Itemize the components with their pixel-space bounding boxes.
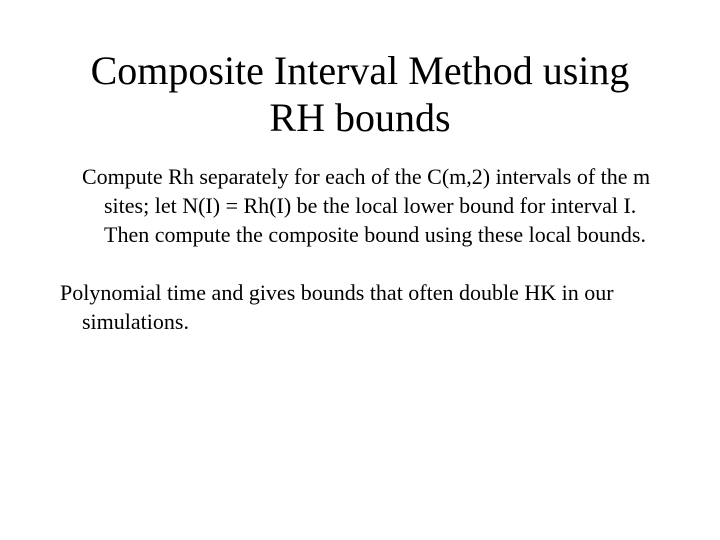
paragraph-polynomial-time: Polynomial time and gives bounds that often double HK in our simulations.	[60, 280, 614, 334]
title-line-2: RH bounds	[269, 95, 451, 140]
title-line-1: Composite Interval Method using	[90, 48, 630, 93]
paragraph-composite-method: Compute Rh separately for each of the C(m,2) intervals of the m sites; let N(I) = Rh(I) be the local lower bound for interval I. Then compute the composite bound using these local bounds.	[82, 164, 651, 247]
slide-title	[40, 47, 680, 141]
slide-body	[60, 162, 670, 336]
